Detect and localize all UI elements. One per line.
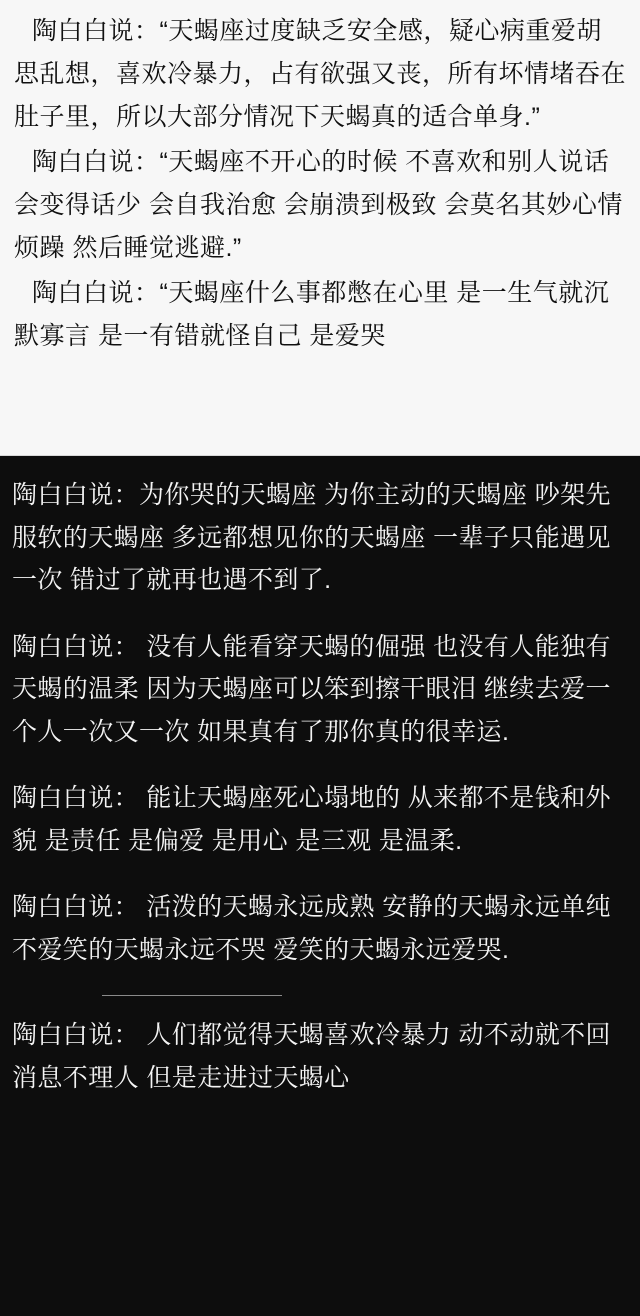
paragraph: 陶白白说： 人们都觉得天蝎喜欢冷暴力 动不动就不回消息不理人 但是走进过天蝎心 xyxy=(12,1021,611,1092)
paragraph: 陶白白说：“天蝎座什么事都憋在心里 是一生气就沉默寡言 是一有错就怪自己 是爱哭 xyxy=(14,279,610,350)
paragraph: 陶白白说：“天蝎座不开心的时候 不喜欢和别人说话 会变得话少 会自我治愈 会崩溃到极致 会莫名其妙心情烦躁 然后睡觉逃避.” xyxy=(14,148,623,262)
paragraph: 陶白白说： 没有人能看穿天蝎的倔强 也没有人能独有天蝎的温柔 因为天蝎座可以笨到擦干眼泪 继续去爱一个人一次又一次 如果真有了那你真的很幸运. xyxy=(12,632,611,746)
paragraph: 陶白白说： 活泼的天蝎永远成熟 安静的天蝎永远单纯 不爱笑的天蝎永远不哭 爱笑的天蝎永远爱哭. xyxy=(12,893,611,964)
paragraph: 陶白白说：为你哭的天蝎座 为你主动的天蝎座 吵架先服软的天蝎座 多远都想见你的天蝎座 一辈子只能遇见一次 错过了就再也遇不到了. xyxy=(12,481,611,594)
light-text-section xyxy=(0,0,640,456)
paragraph: 陶白白说：“天蝎座过度缺乏安全感，疑心病重爱胡思乱想，喜欢冷暴力，占有欲强又丧，所有坏情堵吞在肚子里，所以大部分情况下天蝎真的适合单身.” xyxy=(14,17,627,131)
dark-text-section xyxy=(0,456,640,1316)
horizontal-rule xyxy=(102,995,282,996)
paragraph: 陶白白说： 能让天蝎座死心塌地的 从来都不是钱和外貌 是责任 是偏爱 是用心 是三观 是温柔. xyxy=(12,784,611,855)
